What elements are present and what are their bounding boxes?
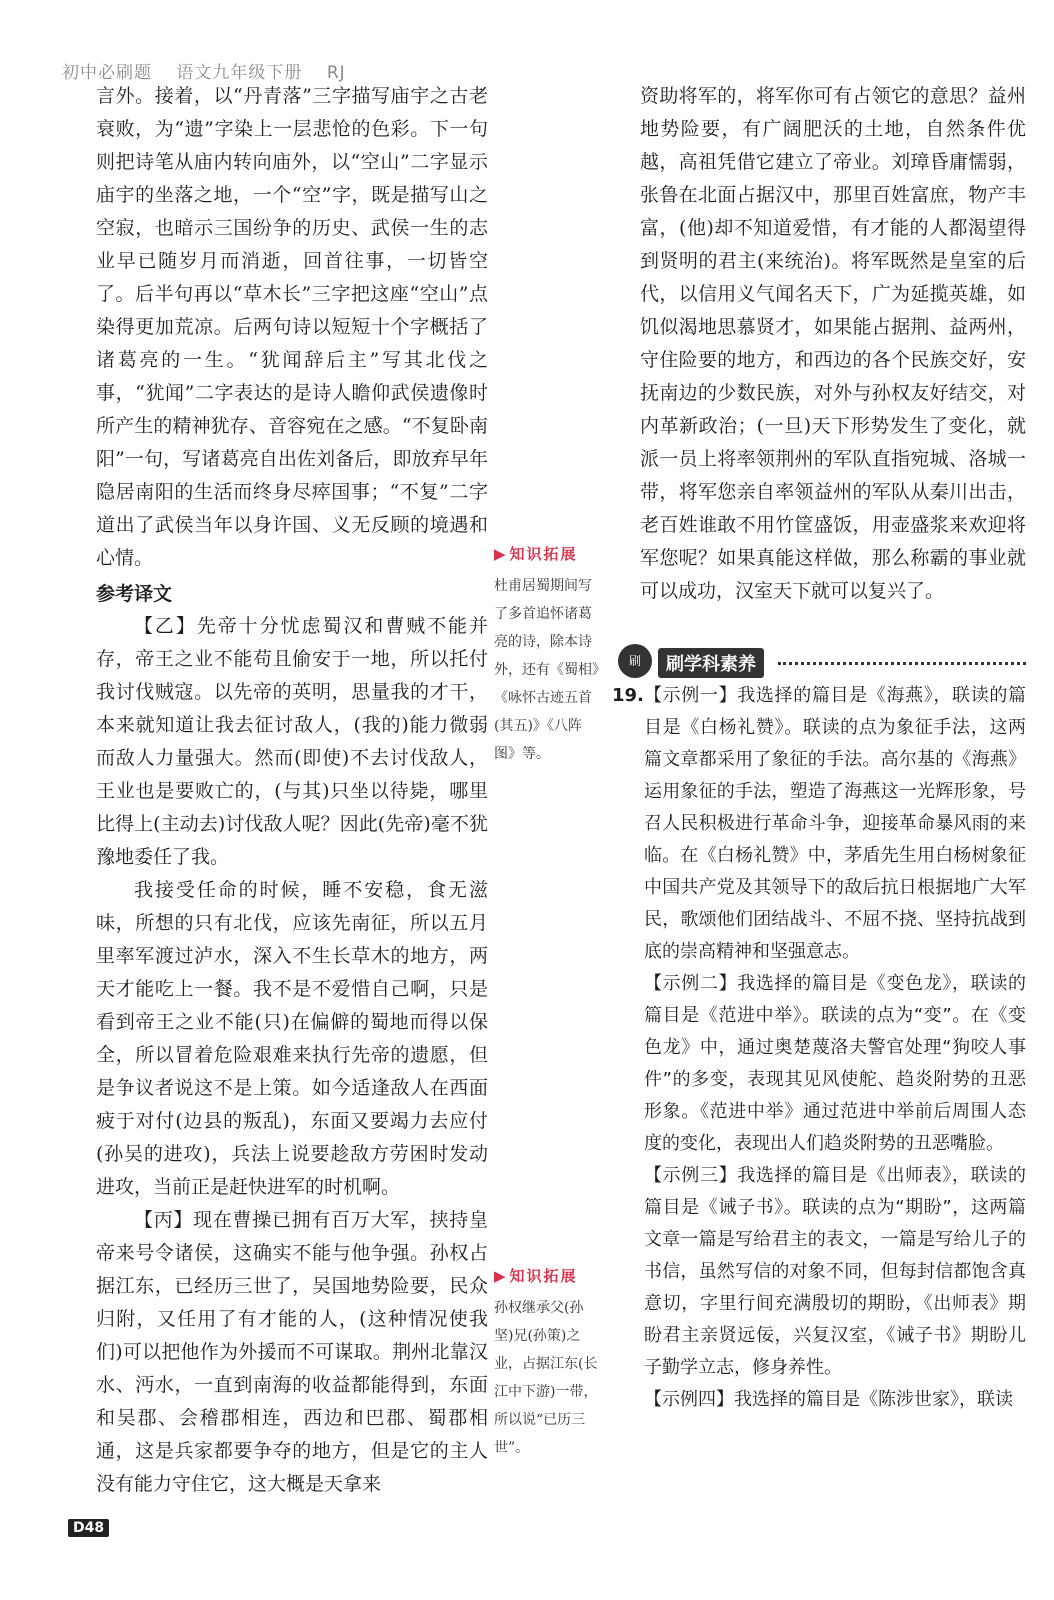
translation-yi-paragraph: [96, 610, 488, 874]
sidenote-title: 知识拓展: [509, 545, 578, 563]
section-header: [618, 642, 1026, 682]
section-title: 刷学科素养: [658, 648, 764, 678]
right-column: [640, 80, 1026, 608]
series-name: 初中必刷题: [62, 63, 152, 83]
example-4: 【示例四】我选择的篇目是《陈涉世家》，联读: [644, 1389, 1013, 1410]
translation-bing-continued: 资助将军的，将军你可有占领它的意思？益州地势险要，有广阔肥沃的土地，自然条件优越，高祖凭借它建立了帝业。刘璋昏庸懦弱，张鲁在北面占据汉中，那里百姓富庶，物产丰富，(他)却不知道爱惜，有才能的人都渴望得到贤明的君主(来统治)。将军既然是皇室的后代，以信用义气闻名天下，广为延揽英雄，如饥似渴地思慕贤才，如果能占据荆、益两州，守住险要的地方，和西边的各个民族交好，安抚南边的少数民族，对外与孙权友好结交，对内革新政治；(一旦)天下形势发生了变化，就派一员上将率领荆州的军队直指宛城、洛城一带，将军您亲自率领益州的军队从秦川出击，老百姓谁敢不用竹筐盛饭，用壶盛浆来欢迎将军您呢？如果真能这样做，那么称霸的事业就可以成功，汉室天下就可以复兴了。: [640, 85, 1026, 602]
sidenote-text: 孙权继承父(孙坚)兄(孙策)之业，占据江东(长江中下游)一带，所以说“已历三世”。: [494, 1300, 598, 1456]
sidenote-text: 杜甫居蜀期间写了多首追怀诸葛亮的诗，除本诗外，还有《蜀相》《咏怀古迹五首(其五)》《八阵图》等。: [494, 578, 599, 762]
question-number: 19.: [612, 685, 644, 706]
book-title: 语文九年级下册: [176, 63, 303, 83]
translation-bing-paragraph: [96, 1204, 488, 1501]
analysis-paragraph: 言外。接着，以“丹青落”三字描写庙宇之古老衰败，为“遗”字染上一层悲怆的色彩。下一句则把诗笔从庙内转向庙外，以“空山”二字显示庙宇的坐落之地，一个“空”字，既是描写山之空寂，也暗示三国纷争的历史、武侯一生的志业早已随岁月而消逝，回首往事，一切皆空了。后半句再以“草木长”三字把这座“空山”点染得更加荒凉。后两句诗以短短十个字概括了诸葛亮的一生。“犹闻辞后主”写其北伐之事，“犹闻”二字表达的是诗人瞻仰武侯遗像时所产生的精神犹存、音容宛在之感。“不复卧南阳”一句，写诸葛亮自出佐刘备后，即放弃早年隐居南阳的生活而终身尽瘁国事；“不复”二字道出了武侯当年以身许国、义无反顾的境遇和心情。: [96, 85, 488, 569]
page-number: D48: [68, 1519, 109, 1537]
reference-translation-heading: 参考译文: [96, 583, 173, 605]
triangle-icon: ▶: [494, 1267, 508, 1285]
bing-label: 【丙】: [134, 1209, 194, 1231]
yi-text: 先帝十分忧虑蜀汉和曹贼不能并存，帝王之业不能苟且偷安于一地，所以托付我讨伐贼寇。以先帝的英明，思量我的才干，本来就知道让我去征讨敌人，(我的)能力微弱而敌人力量强大。然而(即使)不去讨伐敌人，王业也是要败亡的，(与其)只坐以待毙，哪里比得上(主动去)讨伐敌人呢？因此(先帝)毫不犹豫地委任了我。: [96, 615, 488, 868]
dotted-divider: [778, 662, 1026, 665]
brush-icon: 刷: [618, 644, 652, 678]
triangle-icon: ▶: [494, 545, 508, 563]
example-3: 【示例三】我选择的篇目是《出师表》，联读的篇目是《诫子书》。联读的点为“期盼”，这两篇文章一篇是写给君主的表文，一篇是写给儿子的书信，虽然写信的对象不同，但每封信都饱含真意切，字里行间充满殷切的期盼，《出师表》期盼君主亲贤远佞，兴复汉室，《诫子书》期盼儿子勤学立志，修身养性。: [644, 1165, 1026, 1378]
sidenote-title: 知识拓展: [509, 1267, 578, 1285]
knowledge-sidenote-2: [494, 1262, 602, 1462]
bing-text: 现在曹操已拥有百万大军，挟持皇帝来号令诸侯，这确实不能与他争强。孙权占据江东，已经历三世了，吴国地势险要，民众归附，又任用了有才能的人，(这种情况使我们)可以把他作为外援而不可谋取。荆州北靠汉水、沔水，一直到南海的收益都能得到，东面和吴郡、会稽郡相连，西边和巴郡、蜀郡相通，这是兵家都要争夺的地方，但是它的主人没有能力守住它，这大概是天拿来: [96, 1209, 488, 1495]
example-2: 【示例二】我选择的篇目是《变色龙》，联读的篇目是《范进中举》。联读的点为“变”。在《变色龙》中，通过奥楚蔑洛夫警官处理“狗咬人事件”的多变，表现其见风使舵、趋炎附势的丑恶形象。《范进中举》通过范进中举前后周围人态度的变化，表现出人们趋炎附势的丑恶嘴脸。: [644, 973, 1026, 1154]
question-19: [612, 680, 1026, 1416]
example-1: 【示例一】我选择的篇目是《海燕》，联读的篇目是《白杨礼赞》。联读的点为象征手法，这两篇文章都采用了象征的手法。高尔基的《海燕》运用象征的手法，塑造了海燕这一光辉形象，号召人民积极进行革命斗争，迎接革命暴风雨的来临。在《白杨礼赞》中，茅盾先生用白杨树象征中国共产党及其领导下的敌后抗日根据地广大军民，歌颂他们团结战斗、不屈不挠、坚持抗战到底的崇高精神和坚强意志。: [644, 685, 1026, 962]
edition-code: RJ: [326, 63, 346, 83]
answer-body: [644, 680, 1026, 1416]
translation-yi-paragraph-2: 我接受任命的时候，睡不安稳，食无滋味，所想的只有北伐，应该先南征，所以五月里率军渡过泸水，深入不生长草木的地方，两天才能吃上一餐。我不是不爱惜自己啊，只是看到帝王之业不能(只)在偏僻的蜀地而得以保全，所以冒着危险艰难来执行先帝的遗愿，但是争议者说这不是上策。如今适逢敌人在西面疲于对付(边县的叛乱)，东面又要竭力去应付(孙吴的进攻)，兵法上说要趁敌方劳困时发动进攻，当前正是赶快进军的时机啊。: [96, 879, 488, 1198]
left-column: [96, 80, 488, 1501]
yi-label: 【乙】: [134, 615, 197, 637]
knowledge-sidenote-1: [494, 540, 602, 768]
